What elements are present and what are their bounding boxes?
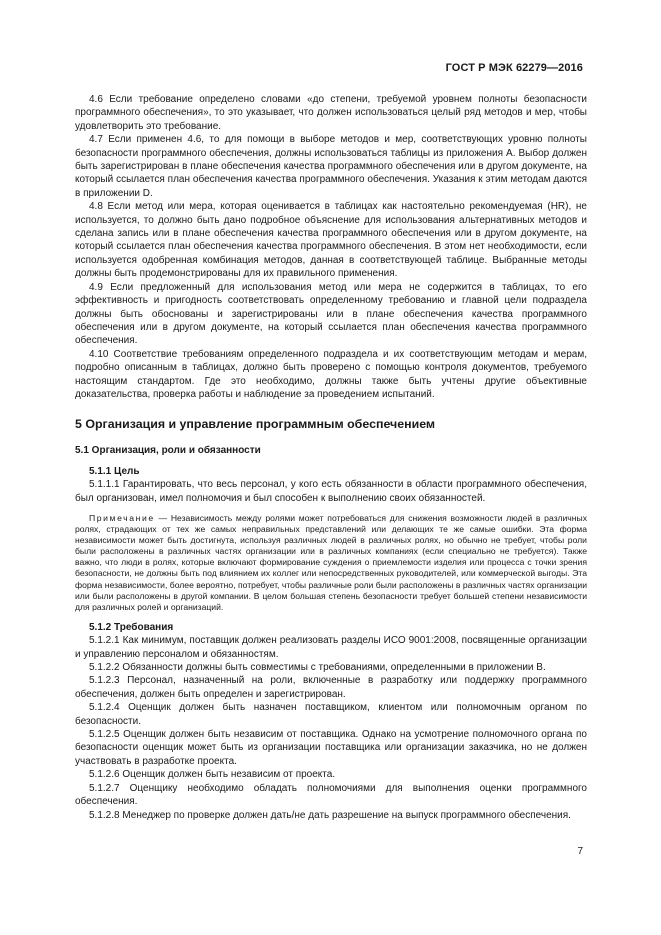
paragraph-4-7: 4.7 Если применен 4.6, то для помощи в выборе методов и мер, соответствующих уровню полноты безопасности программного обеспечения, должны использоваться таблицы из приложения А. Выбор должен быть зарегистрирован в плане обеспечения качества программного обеспечения или в другом документе, на который ссылается план обеспечения качества программного обеспечения. Указания к этим методам даются в приложении D. — [75, 134, 587, 199]
requirements-heading: 5.1.2 Требования — [89, 621, 174, 633]
paragraph-5-1-2-3: 5.1.2.3 Персонал, назначенный на роли, включенные в разработку или поддержку программного обеспечения, должен быть определен и зарегистрирован. — [75, 675, 587, 700]
note-label: Примечание — [89, 512, 155, 523]
paragraph-4-9: 4.9 Если предложенный для использования метод или мера не содержится в таблицах, то его эффективность и пригодность соответствовать определенному требованию и главной цели подраздела должны быть обоснованы и зарегистрированы или в плане обеспечения качества программного обеспечения или в другом документе, на который ссылается план обеспечения качества программного обеспечения. — [75, 281, 587, 347]
paragraph-4-6: 4.6 Если требование определено словами «до степени, требуемой уровнем полноты безопасности программного обеспечения», то это указывает, что должен использоваться целый ряд методов и мер, чтобы удовлетворить это требование. — [75, 94, 587, 132]
paragraph-5-1-2-7: 5.1.2.7 Оценщику необходимо обладать полномочиями для выполнения оценки программного обеспечения. — [75, 782, 587, 808]
paragraph-5-1-2-8: 5.1.2.8 Менеджер по проверке должен дать/не дать разрешение на выпуск программного обеспечения. — [89, 809, 571, 821]
paragraph-4-8: 4.8 Если метод или мера, которая оценивается в таблицах как настоятельно рекомендуемая (HR), не используется, то должно быть дано подробное объяснение для использования альтернативных методов и сделана запись или в плане обеспечения качества программного обеспечения или в другом документе, на который ссылается план обеспечения качества программного обеспечения. В этом нет необходимости, если используется одобренная комбинация методов, данная в соответствующей таблице. Выбранные методы должны быть продемонстрированы для их правильного применения. — [75, 201, 587, 280]
note-text: — Независимость между ролями может потребоваться для снижения возможности людей в различных ролях, страдающих от тех же самых неправильных представлений или делающих те же самые ошибки. Эта форма независимости может быть достигнута, используя различных людей в различных ролях, но обычно не требует, чтобы роли были расположены в различных частях организации или в различных компаниях (если специально не требуется). Также важно, что люди в ролях, которые включают формирование суждения о приемлемости изделия или процесса с точки зрения безопасности, не должны быть под влиянием их коллег или непосредственных руководителей, или коммерческой выгоды. Эта форма независимости, более вероятно, потребует, чтобы различные роли были расположены в различных частях организации или были расположены в другой компании. В целом большая степень безопасности требует большей степени независимости для различных ролей и организаций. — [75, 512, 587, 612]
paragraph-5-1-2-2: 5.1.2.2 Обязанности должны быть совместимы с требованиями, определенными в приложении В. — [89, 662, 546, 674]
goal-heading: 5.1.1 Цель — [89, 465, 140, 477]
paragraph-5-1-2-1: 5.1.2.1 Как минимум, поставщик должен реализовать разделы ИСО 9001:2008, посвященные организации и управлению персоналом и обязанностям. — [75, 635, 587, 660]
paragraph-5-1-2-4: 5.1.2.4 Оценщик должен быть назначен поставщиком, клиентом или полномочным органом по безопасности. — [75, 702, 587, 727]
page-number: 7 — [577, 846, 583, 857]
paragraph-5-1-2-5: 5.1.2.5 Оценщик должен быть независим от поставщика. Однако на усмотрение полномочного органа по безопасности оценщик может быть из организации поставщика или организации заказчика, но не должен участвовать в разработке проекта. — [75, 729, 587, 767]
note-block — [75, 513, 587, 613]
document-header: ГОСТ Р МЭК 62279—2016 — [445, 62, 583, 74]
subsection-5-1-heading: 5.1 Организация, роли и обязанности — [75, 445, 261, 457]
paragraph-5-1-1-1: 5.1.1.1 Гарантировать, что весь персонал, у кого есть обязанности в области программного обеспечения, был организован, имел полномочия и был способен к выполнению своих обязанностей. — [75, 479, 587, 504]
paragraph-5-1-2-6: 5.1.2.6 Оценщик должен быть независим от проекта. — [89, 769, 336, 781]
paragraph-4-10: 4.10 Соответствие требованиям определенного подраздела и их соответствующим методам и мерам, подробно описанным в таблицах, должно быть проверено с помощью контроля документов, требуемого настоящим стандартом. Где это необходимо, должны также быть учтены другие объективные доказательства, проверка работы и наблюдение за проведением испытаний. — [75, 348, 587, 400]
section-5-heading: 5 Организация и управление программным обеспечением — [75, 417, 436, 432]
page-content — [75, 93, 587, 822]
